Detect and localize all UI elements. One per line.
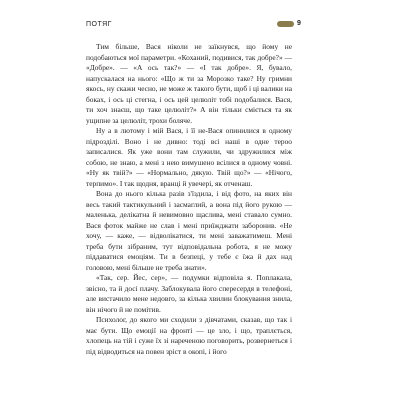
paragraph-2: Ну а в лютому і мій Вася, і її не-Вася опинилися в одному підрозділі. Воно і не дивно: тоді всі наші в одне тероо записалися. Як уже вони там служили, чи здружилися між собою, не знаю, а мені з нею вимушено всілися в одному човні. «Ну як твій?» — «Нормально, дякую. Твій що?» — «Нічого, терпимо». І так щодня, вранці й увечері, як отченаш. (86, 126, 292, 188)
paragraph-4: «Так, сер. Йес, сер», — подумки відповіла я. Поплакала, звісно, та й досі плачу. Заблокувала його спересердя в телефоні, але вистачило мене недовго, за кілька хвилин блокування знила, він нічого й не помітив. (86, 273, 292, 314)
body-text (86, 42, 292, 357)
page-number: 9 (297, 20, 301, 27)
paragraph-3: Вона до нього кілька разів з'їздила, і від фото, на яких він весь такий тактикульний і засмаглий, а вона під його рукою — маленька, делікатна й невимовно щаслива, мені ставало сумно. Вася фоток майже не слав і мені приїжджати заборонив. «Не хочу, — каже, — відволікатися, ти мені заважатимеш. Мені треба бути зібраним, тут відповідальна робота, я не можу піддаватися емоціям. Ти в безпеці, у тебе є їжа й дах над головою, мені більше не треба знати». (86, 189, 292, 272)
ornament-icon (277, 21, 294, 27)
running-head: ПОТЯГ (86, 21, 112, 28)
paragraph-5: Психолог, до якого ми сходили з дівчатами, сказав, що так і має бути. Що емоції на фронті — це зло, і що, траплється, хлопець на тій і суже їх зі нареченою поговорить, розвернеться і під відводиться на повен зріст в окопі, і його (86, 315, 292, 356)
folio (277, 20, 301, 27)
paragraph-1: Тим більше, Вася ніколи не заїкнувся, що йому не подобаються мої параметри. «Коханий, подивися, так добре?» — «Добре». — «А ось так?» — «І так добре». Я, бувало, напускалася на нього: «Що ж ти за Морозко таке? Ну гримни якось, ну скажи чесно, не може ж такого бути, щоб і ці валики на боках, і ось ці стегна, і ось цей целюліт тобі подобалися. Вася, ти хоч знаєш, що таке целюліт?» А він тільки сміється та як ущипне за целюліт, трохи боляче. (86, 42, 292, 125)
